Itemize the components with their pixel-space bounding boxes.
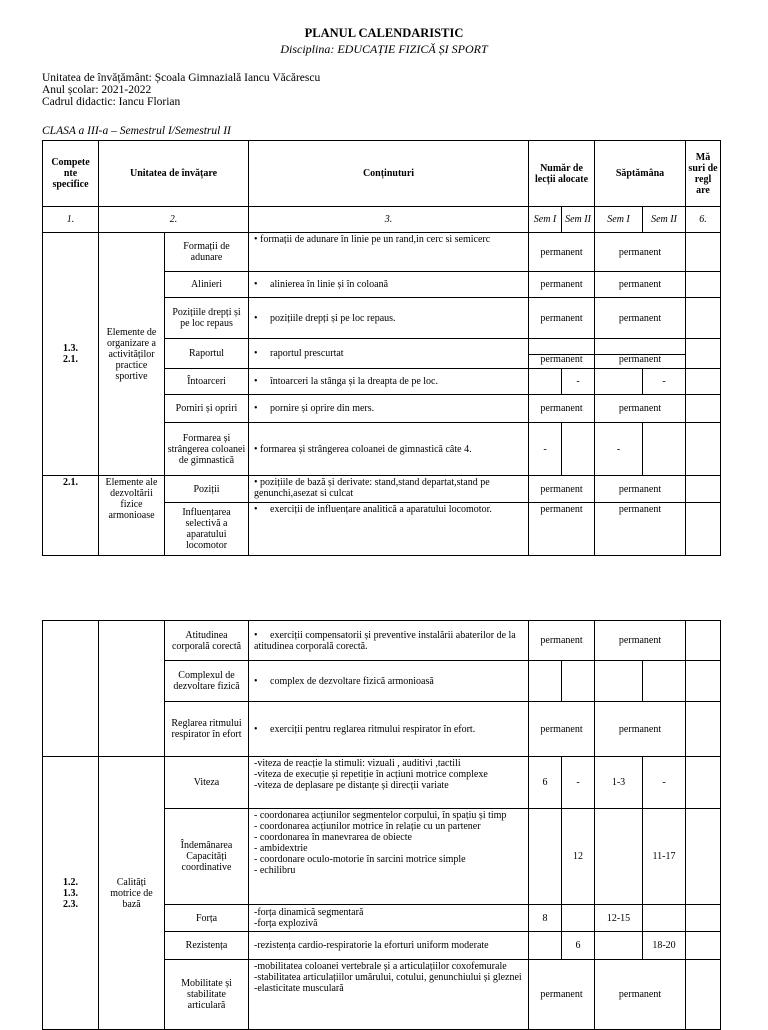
sapt-sem2-cell: 11-17 (643, 809, 686, 905)
lectii-cell: permanent (529, 395, 595, 423)
sapt-sem1-cell (595, 809, 643, 905)
lectii-cell: permanent (529, 233, 595, 272)
year-line: Anul școlar: 2021-2022 (42, 84, 152, 96)
lectii-sem2-cell (562, 423, 595, 476)
col-masuri: Mă suri de regl are (686, 141, 721, 207)
num-sem2: Sem II (562, 207, 595, 233)
lectii-cell: permanent (529, 272, 595, 298)
topic-cell: Poziții (165, 476, 249, 503)
unitate-cell: Elemente ale dezvoltării fizice armonioase (99, 476, 165, 556)
topic-cell: Alinieri (165, 272, 249, 298)
sapt-cell: permanent (595, 298, 686, 339)
content-cell: • raportul prescurtat (249, 339, 529, 369)
col-competente: Compete nte specifice (43, 141, 99, 207)
class-line: CLASA a III-a – Semestrul I/Semestrul II (42, 125, 231, 137)
sapt-sem2-cell (643, 423, 686, 476)
school-line: Unitatea de învățământ: Școala Gimnazială Iancu Văcărescu (42, 72, 321, 84)
masuri-cell (686, 369, 721, 395)
table-row (43, 233, 721, 272)
topic-cell: Pozițiile drepți și pe loc repaus (165, 298, 249, 339)
col-numar-lectii: Număr de lecții alocate (529, 141, 595, 207)
lectii-sem1-cell: 8 (529, 905, 562, 932)
sapt-sem2-cell (643, 905, 686, 932)
sapt-sem2-cell: - (643, 369, 686, 395)
sapt-sem1-cell (595, 369, 643, 395)
content-cell: -mobilitatea coloanei vertebrale și a articulațiilor coxofemurale -stabilitatea articulațiilor umărului, cotului, genunchiului și gleznei -elasticitate musculară (249, 960, 529, 1030)
masuri-cell (686, 339, 721, 369)
content-cell: • formații de adunare în linie pe un rand,in cerc si semicerc (249, 233, 529, 272)
doc-title: PLANUL CALENDARISTIC (304, 26, 464, 40)
content-cell: • exerciții compensatorii și preventive instalării abaterilor de la atitudinea corporală corectă. (249, 621, 529, 661)
table-row (43, 476, 721, 503)
masuri-cell (686, 702, 721, 757)
masuri-cell (686, 476, 721, 503)
topic-cell: Rezistența (165, 932, 249, 960)
topic-cell: Formarea și strângerea coloanei de gimnastică (165, 423, 249, 476)
masuri-cell (686, 272, 721, 298)
masuri-cell (686, 395, 721, 423)
competente-cell: 1.2. 1.3. 2.3. (43, 757, 99, 1030)
lectii-cell: permanent (529, 339, 595, 369)
sapt-sem2-cell: 18-20 (643, 932, 686, 960)
masuri-cell (686, 503, 721, 556)
masuri-cell (686, 809, 721, 905)
lectii-cell: permanent (529, 476, 595, 503)
sapt-sem1-cell: - (595, 423, 643, 476)
unitate-cell: Elemente de organizare a activităților practice sportive (99, 233, 165, 476)
masuri-cell (686, 298, 721, 339)
lectii-sem1-cell: - (529, 423, 562, 476)
masuri-cell (686, 932, 721, 960)
sapt-cell: permanent (595, 621, 686, 661)
masuri-cell (686, 661, 721, 702)
sapt-sem1-cell: 12-15 (595, 905, 643, 932)
topic-cell: Atitudinea corporală corectă (165, 621, 249, 661)
topic-cell: Raportul (165, 339, 249, 369)
num-1: 1. (43, 207, 99, 233)
topic-cell: Influențarea selectivă a aparatului locomotor (165, 503, 249, 556)
content-cell: -rezistența cardio-respiratorie la eforturi uniform moderate (249, 932, 529, 960)
competente-cell (43, 621, 99, 757)
topic-cell: Reglarea ritmului respirator în efort (165, 702, 249, 757)
masuri-cell (686, 621, 721, 661)
sapt-cell: permanent (595, 272, 686, 298)
num-sapt-sem2: Sem II (643, 207, 686, 233)
content-cell: • întoarceri la stânga și la dreapta de pe loc. (249, 369, 529, 395)
sapt-cell: permanent (595, 960, 686, 1030)
col-continuturi: Conținuturi (249, 141, 529, 207)
doc-subtitle: Disciplina: EDUCAȚIE FIZICĂ ȘI SPORT (280, 42, 488, 56)
content-cell: • pozițiile de bază și derivate: stand,stand departat,stand pe genunchi,asezat si culcat (249, 476, 529, 503)
unitate-cell: Calități motrice de bază (99, 757, 165, 1030)
topic-cell: Complexul de dezvoltare fizică (165, 661, 249, 702)
competente-cell: 1.3. 2.1. (43, 233, 99, 476)
plan-table-1 (42, 140, 721, 556)
content-cell: • pornire și oprire din mers. (249, 395, 529, 423)
content-cell: • exerciții pentru reglarea ritmului respirator în efort. (249, 702, 529, 757)
lectii-sem1-cell: 6 (529, 757, 562, 809)
topic-cell: Porniri și opriri (165, 395, 249, 423)
sapt-sem2-cell: - (643, 757, 686, 809)
lectii-sem2-cell: 12 (562, 809, 595, 905)
num-6: 6. (686, 207, 721, 233)
num-sapt-sem1: Sem I (595, 207, 643, 233)
masuri-cell (686, 757, 721, 809)
content-cell: • alinierea în linie și în coloană (249, 272, 529, 298)
col-saptamana: Săptămâna (595, 141, 686, 207)
topic-cell: Îndemânarea Capacități coordinative (165, 809, 249, 905)
lectii-cell: permanent (529, 702, 595, 757)
lectii-sem1-cell (529, 369, 562, 395)
topic-cell: Formații de adunare (165, 233, 249, 272)
content-cell: -forța dinamică segmentară -forța explozivă (249, 905, 529, 932)
topic-cell: Mobilitate și stabilitate articulară (165, 960, 249, 1030)
content-cell: -viteza de reacție la stimuli: vizuali , auditivi ,tactili -viteza de execuție și repetiție în acțiuni motrice complexe -viteza de deplasare pe distanțe și direcții variate (249, 757, 529, 809)
topic-cell: Întoarceri (165, 369, 249, 395)
masuri-cell (686, 423, 721, 476)
lectii-sem2-cell: - (562, 369, 595, 395)
content-cell: • formarea și strângerea coloanei de gimnastică câte 4. (249, 423, 529, 476)
content-cell: - coordonarea acțiunilor segmentelor corpului, în spațiu și timp - coordonarea acțiunilor motrice în relație cu un partener - coordonarea în manevrarea de obiecte - ambidextrie - coordonare oculo-motorie în sarcini motrice simple - echilibru (249, 809, 529, 905)
numbering-row (43, 207, 721, 233)
topic-cell: Forța (165, 905, 249, 932)
sapt-sem1-cell (595, 932, 643, 960)
lectii-cell: permanent (529, 503, 595, 556)
lectii-sem2-cell (562, 905, 595, 932)
sapt-cell: permanent (595, 503, 686, 556)
table-row (43, 757, 721, 809)
unitate-cell (99, 621, 165, 757)
num-3: 3. (249, 207, 529, 233)
sapt-cell: permanent (595, 395, 686, 423)
sapt-cell: permanent (595, 702, 686, 757)
doc-meta (42, 72, 320, 108)
masuri-cell (686, 905, 721, 932)
sapt-cell: permanent (595, 233, 686, 272)
teacher-line: Cadrul didactic: Iancu Florian (42, 96, 181, 108)
lectii-sem2-cell: - (562, 757, 595, 809)
content-cell: • pozițiile drepți și pe loc repaus. (249, 298, 529, 339)
lectii-cell: permanent (529, 298, 595, 339)
competente-cell: 2.1. (43, 476, 99, 556)
topic-cell: Viteza (165, 757, 249, 809)
num-2: 2. (99, 207, 249, 233)
lectii-sem2-cell: 6 (562, 932, 595, 960)
table-row (43, 621, 721, 661)
sapt-cell: permanent (595, 339, 686, 369)
sapt-cell: permanent (595, 476, 686, 503)
lectii-cell: permanent (529, 621, 595, 661)
num-sem1: Sem I (529, 207, 562, 233)
content-cell: • complex de dezvoltare fizică armonioasă (249, 661, 529, 702)
lectii-sem1-cell (529, 809, 562, 905)
col-unitate: Unitatea de învățare (99, 141, 249, 207)
content-cell: • exerciții de influențare analitică a aparatului locomotor. (249, 503, 529, 556)
header-row (43, 141, 721, 207)
lectii-sem1-cell (529, 932, 562, 960)
masuri-cell (686, 960, 721, 1030)
masuri-cell (686, 233, 721, 272)
plan-table-2 (42, 620, 721, 1030)
lectii-cell: permanent (529, 960, 595, 1030)
sapt-sem1-cell: 1-3 (595, 757, 643, 809)
